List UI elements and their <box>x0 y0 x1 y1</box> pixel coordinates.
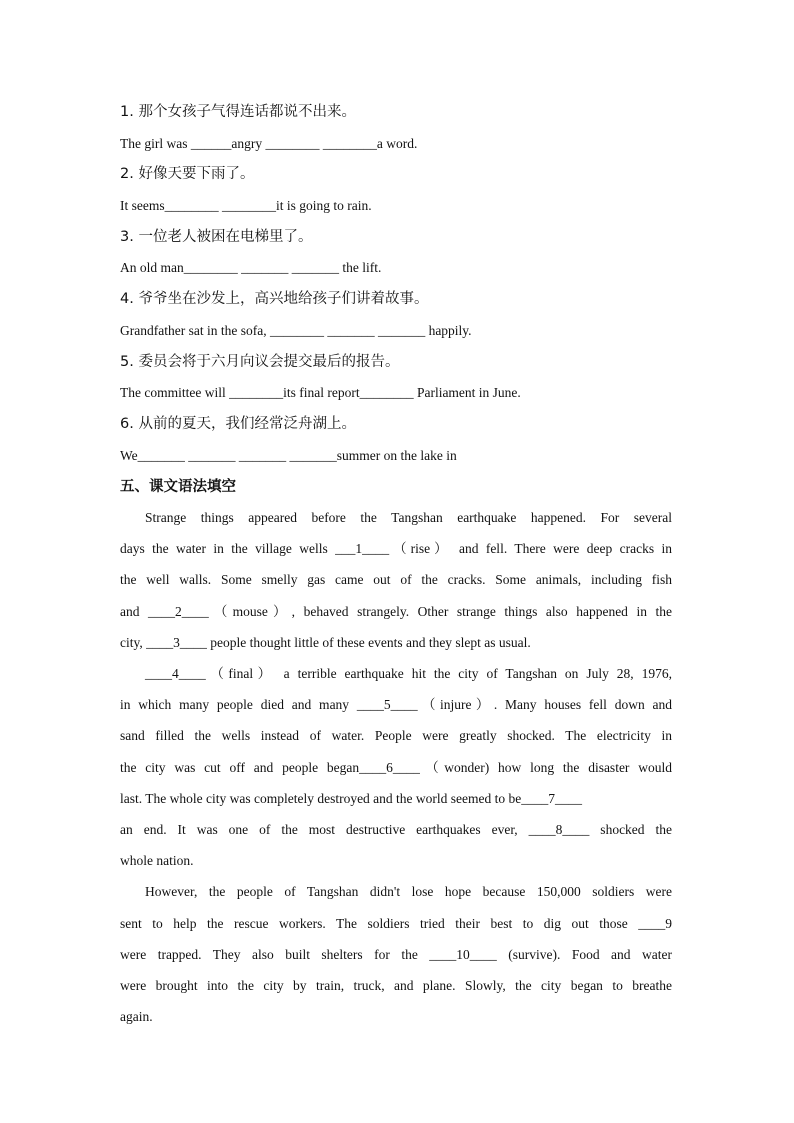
passage-line-2: days the water in the village wells ___1____（rise） and fell. There were deep cracks in <box>120 541 672 556</box>
question-6-chinese: 6. 从前的夏天，我们经常泛舟湖上。 <box>120 416 356 432</box>
question-1-english: The girl was ______angry ________ ________a word. <box>120 136 418 151</box>
passage-line-3: the well walls. Some smelly gas came out of the cracks. Some animals, including fish <box>120 572 672 587</box>
question-4-english: Grandfather sat in the sofa, ________ _______ _______ happily. <box>120 323 472 338</box>
question-4-chinese: 4. 爷爷坐在沙发上，高兴地给孩子们讲着故事。 <box>120 291 429 307</box>
passage-line-8: sand filled the wells instead of water. People were greatly shocked. The electricity in <box>120 728 672 743</box>
question-2-chinese: 2. 好像天要下雨了。 <box>120 166 255 182</box>
question-5-english: The committee will ________its final report________ Parliament in June. <box>120 385 521 400</box>
question-5-chinese: 5. 委员会将于六月向议会提交最后的报告。 <box>120 354 400 370</box>
question-6-english: We_______ _______ _______ _______summer on the lake in <box>120 448 457 463</box>
passage-line-9: the city was cut off and people began____6____（wonder) how long the disaster would <box>120 760 672 775</box>
section-heading: 五、课文语法填空 <box>120 479 236 495</box>
question-1-chinese: 1. 那个女孩子气得连话都说不出来。 <box>120 104 356 120</box>
passage-line-16: were brought into the city by train, truck, and plane. Slowly, the city began to breathe <box>120 978 672 993</box>
passage-line-13: However, the people of Tangshan didn't lose hope because 150,000 soldiers were <box>145 884 672 899</box>
passage-line-14: sent to help the rescue workers. The soldiers tried their best to dig out those ____9 <box>120 916 672 931</box>
passage-line-7: in which many people died and many ____5____（injure）. Many houses fell down and <box>120 697 672 712</box>
passage-line-17: again. <box>120 1009 153 1024</box>
passage-line-15: were trapped. They also built shelters for the ____10____ (survive). Food and water <box>120 947 672 962</box>
passage-line-10: last. The whole city was completely destroyed and the world seemed to be____7____ <box>120 791 583 806</box>
passage-line-12: whole nation. <box>120 853 194 868</box>
passage-line-11: an end. It was one of the most destructive earthquakes ever, ____8____ shocked the <box>120 822 672 837</box>
passage-line-6: ____4____（final） a terrible earthquake hit the city of Tangshan on July 28, 1976, <box>145 666 672 681</box>
question-3-english: An old man________ _______ _______ the lift. <box>120 260 382 275</box>
question-3-chinese: 3. 一位老人被困在电梯里了。 <box>120 229 313 245</box>
passage-line-1: Strange things appeared before the Tangshan earthquake happened. For several <box>145 510 672 525</box>
passage-line-5: city, ____3____ people thought little of these events and they slept as usual. <box>120 635 531 650</box>
passage-line-4: and ____2____（mouse）, behaved strangely. Other strange things also happened in the <box>120 604 672 619</box>
question-2-english: It seems________ ________it is going to rain. <box>120 198 372 213</box>
